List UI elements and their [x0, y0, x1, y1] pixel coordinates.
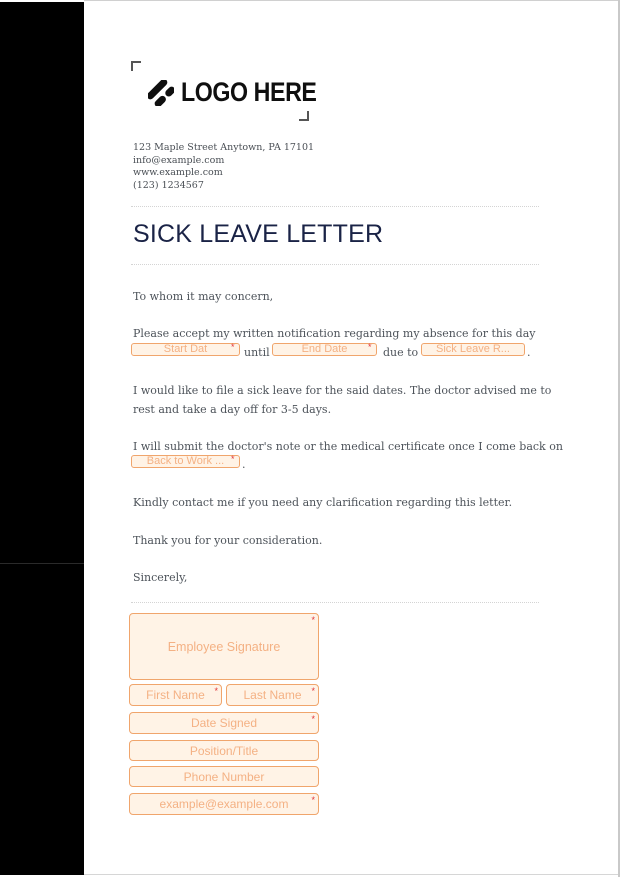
logo-text: LOGO HERE — [181, 77, 317, 107]
phone-number-placeholder: Phone Number — [183, 769, 265, 784]
page-top-edge — [84, 0, 620, 1]
address-email: info@example.com — [133, 154, 225, 166]
required-marker: * — [311, 686, 315, 696]
email-field[interactable] — [129, 793, 319, 815]
last-name-placeholder: Last Name — [243, 688, 302, 702]
paragraph-3-line-1: I will submit the doctor's note or the medical certificate once I come back on — [133, 440, 563, 453]
leave-reason-field[interactable] — [421, 343, 525, 356]
position-title-placeholder: Position/Title — [189, 743, 259, 758]
start-date-field[interactable] — [131, 343, 240, 356]
closing: Sincerely, — [133, 571, 188, 584]
required-marker: * — [311, 615, 315, 625]
back-to-work-field[interactable] — [131, 455, 240, 468]
divider — [131, 264, 539, 265]
left-black-margin — [0, 2, 84, 875]
required-marker: * — [231, 454, 235, 464]
position-title-field[interactable] — [129, 740, 319, 761]
page-title: SICK LEAVE LETTER — [133, 220, 384, 248]
paragraph-2-line-1: I would like to file a sick leave for the said dates. The doctor advised me to — [133, 384, 552, 397]
last-name-field[interactable] — [226, 684, 319, 706]
back-to-work-placeholder: Back to Work ... — [146, 455, 225, 467]
employee-signature-placeholder: Employee Signature — [167, 639, 281, 654]
first-name-placeholder: First Name — [146, 688, 205, 702]
paragraph-1-line-1: Please accept my written notification regarding my absence for this day — [133, 327, 536, 340]
logo-mark-icon — [148, 80, 174, 106]
due-to-text: due to — [383, 346, 419, 359]
sender-address — [133, 142, 314, 192]
first-name-field[interactable] — [129, 684, 222, 706]
address-phone: (123) 1234567 — [133, 179, 204, 191]
phone-number-field[interactable] — [129, 766, 319, 787]
required-marker: * — [231, 342, 235, 352]
page-bottom-edge — [84, 874, 618, 875]
end-date-field[interactable] — [272, 343, 377, 356]
email-placeholder: example@example.com — [159, 797, 289, 811]
margin-seam — [0, 563, 84, 564]
required-marker: * — [214, 686, 218, 696]
logo-placeholder[interactable] — [131, 61, 317, 121]
required-marker: * — [368, 342, 372, 352]
divider — [131, 602, 539, 603]
crop-corner-top-left — [131, 61, 141, 71]
logo — [148, 77, 339, 108]
paragraph-2-line-2: rest and take a day off for 3-5 days. — [133, 403, 332, 416]
period: . — [242, 458, 246, 471]
address-website: www.example.com — [133, 167, 223, 178]
until-text: until — [244, 346, 270, 359]
address-street: 123 Maple Street Anytown, PA 17101 — [133, 142, 315, 153]
date-signed-placeholder: Date Signed — [190, 716, 258, 730]
end-date-placeholder: End Date — [301, 343, 348, 355]
paragraph-4: Kindly contact me if you need any clarification regarding this letter. — [133, 496, 513, 509]
employee-signature-field[interactable] — [129, 613, 319, 680]
period: . — [527, 346, 531, 359]
start-date-placeholder: Start Dat — [163, 343, 208, 355]
date-signed-field[interactable] — [129, 712, 319, 734]
leave-reason-placeholder: Sick Leave R... — [436, 343, 510, 355]
salutation: To whom it may concern, — [133, 290, 274, 303]
required-marker: * — [311, 795, 315, 805]
divider — [131, 206, 539, 207]
crop-corner-bottom-right — [299, 111, 309, 121]
paragraph-5: Thank you for your consideration. — [133, 534, 323, 547]
required-marker: * — [311, 714, 315, 724]
